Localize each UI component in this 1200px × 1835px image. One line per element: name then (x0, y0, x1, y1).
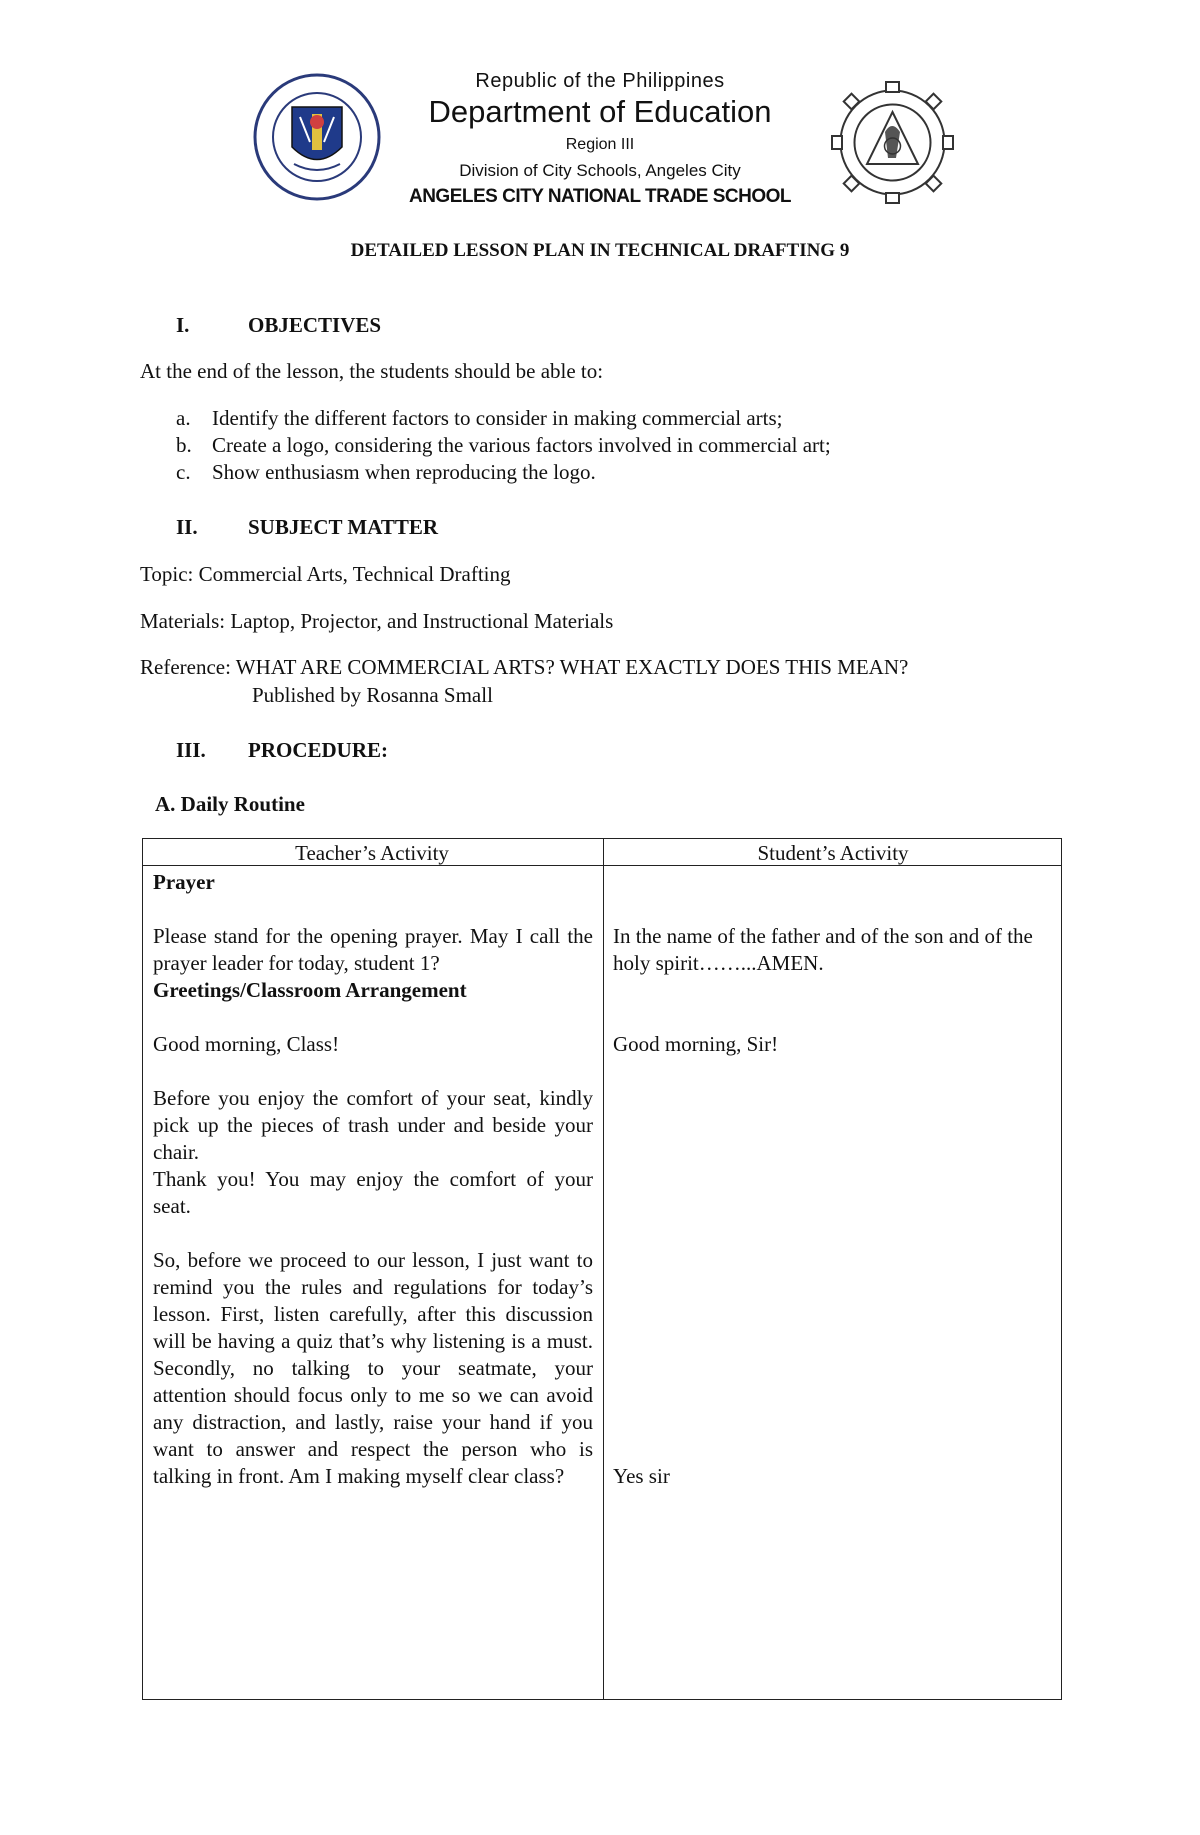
daily-routine-table (142, 838, 1062, 1700)
daily-routine-heading: A. Daily Routine (155, 792, 305, 816)
rules-text: So, before we proceed to our lesson, I just want to remind you the rules and regulations for today’s lesson. First, listen carefully, after this discussion will be having a quiz that’s why listening is a must. Secondly, no talking to your seatmate, your attention should focus only to me so we can avoid any distraction, and lastly, raise your hand if you want to answer and respect the person who is talking in front. Am I making myself clear class? (153, 1248, 593, 1488)
header-school: ANGELES CITY NATIONAL TRADE SCHOOL (408, 186, 792, 207)
header-department: Department of Education (428, 94, 772, 129)
reference-line: Reference: WHAT ARE COMMERCIAL ARTS? WHAT EXACTLY DOES THIS MEAN? (140, 655, 909, 679)
materials-line: Materials: Laptop, Projector, and Instructional Materials (140, 609, 614, 633)
greetings-heading: Greetings/Classroom Arrangement (153, 978, 467, 1002)
header-republic: Republic of the Philippines (475, 70, 725, 92)
objective-letter: c. (176, 460, 191, 484)
prayer-response: In the name of the father and of the son and of the holy spirit……...AMEN. (613, 924, 1033, 975)
reference-publisher: Published by Rosanna Small (252, 683, 493, 707)
objective-letter: a. (176, 406, 191, 430)
objectives-heading: OBJECTIVES (248, 313, 382, 337)
objective-item: Create a logo, considering the various factors involved in commercial art; (212, 433, 831, 457)
prayer-heading: Prayer (153, 870, 215, 894)
objectives-intro: At the end of the lesson, the students should be able to: (140, 359, 604, 383)
header-division: Division of City Schools, Angeles City (459, 161, 741, 180)
trash-instruction: Before you enjoy the comfort of your seat, kindly pick up the pieces of trash under and beside your chair. (153, 1086, 593, 1164)
header-region: Region III (565, 136, 635, 153)
objective-item: Identify the different factors to consider in making commercial arts; (212, 406, 783, 430)
procedure-number: III. (176, 738, 206, 762)
procedure-heading: PROCEDURE: (248, 738, 388, 762)
subject-matter-number: II. (176, 515, 198, 539)
objective-item: Show enthusiasm when reproducing the logo. (212, 460, 596, 484)
thank-you-text: Thank you! You may enjoy the comfort of your seat. (153, 1167, 593, 1218)
subject-matter-heading: SUBJECT MATTER (248, 515, 439, 539)
prayer-instruction: Please stand for the opening prayer. May I call the prayer leader for today, student 1? (153, 924, 593, 975)
column-divider (603, 839, 604, 1699)
student-confirmation: Yes sir (613, 1464, 670, 1488)
objectives-number: I. (176, 313, 190, 337)
teacher-activity-header: Teacher’s Activity (295, 841, 449, 865)
student-greeting: Good morning, Sir! (613, 1032, 779, 1056)
student-activity-header: Student’s Activity (757, 841, 909, 865)
teacher-greeting: Good morning, Class! (153, 1032, 340, 1056)
objective-letter: b. (176, 433, 192, 457)
document-title: DETAILED LESSON PLAN IN TECHNICAL DRAFTING 9 (350, 240, 850, 261)
topic-line: Topic: Commercial Arts, Technical Drafting (140, 562, 511, 586)
